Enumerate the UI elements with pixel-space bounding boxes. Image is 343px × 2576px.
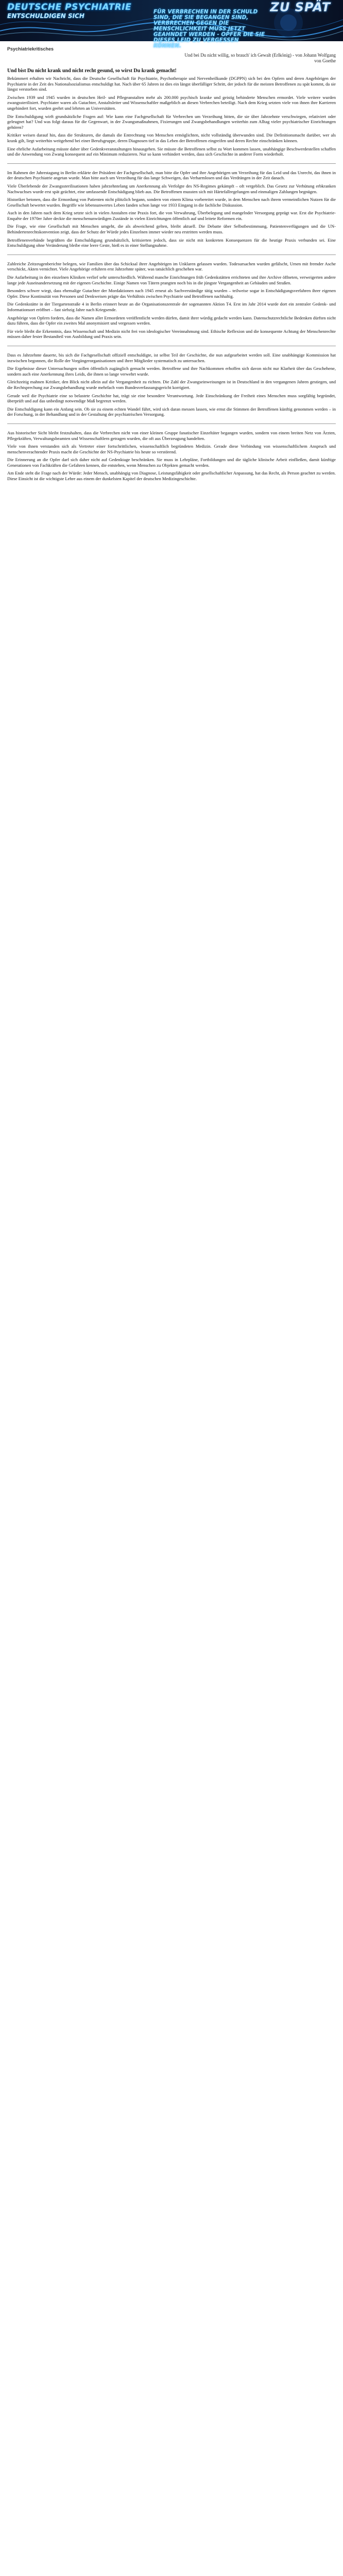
article-section [7,76,336,157]
paragraph: Die Frage, wie eine Gesellschaft mit Menschen umgeht, die als abweichend gelten, bleibt aktuell. Die Debatte über Selbstbestimmung, Patientenverfügungen und die UN-Behindertenrechtskonvention zeigt, dass der Schutz der Würde jedes Einzelnen immer wieder neu erstritten werden muss. [7,224,336,235]
paragraph: Zahlreiche Zeitzeugenberichte belegen, wie Familien über das Schicksal ihrer Angehörigen im Unklaren gelassen wurden. Todesursachen wurden gefälscht, Urnen mit fremder Asche verschickt, Akten vernichtet. Viele Angehörige erfuhren erst Jahrzehnte später, was tatsächlich geschehen war. [7,261,336,272]
paragraph: Im Rahmen der Jahrestagung in Berlin erklärte der Präsident der Fachgesellschaft, man bitte die Opfer und ihre Angehörigen um Verzeihung für das Leid und das Unrecht, das ihnen in der deutschen Psychiatrie angetan wurde. Man bitte auch um Verzeihung für das lange Schweigen, das Verharmlosen und das Verdrängen in der Zeit danach. [7,170,336,181]
paragraph: Zwischen 1939 und 1945 wurden in deutschen Heil- und Pflegeanstalten mehr als 200.000 psychisch kranke und geistig behinderte Menschen ermordet. Viele weitere wurden zwangssterilisiert. Psychiater waren als Gutachter, Anstaltsleiter und Wissenschaftler maßgeblich an diesen Verbrechen beteiligt. Nach dem Krieg setzten viele von ihnen ihre Karrieren ungehindert fort, wurden geehrt und lehrten an Universitäten. [7,94,336,111]
paragraph: Am Ende steht die Frage nach der Würde: Jeder Mensch, unabhängig von Diagnose, Leistungsfähigkeit oder gesellschaftlicher Anpassung, hat das Recht, als Person geachtet zu werden. Diese Einsicht ist die wichtigste Lehre aus einem der dunkelsten Kapitel der deutschen Medizingeschichte. [7,470,336,482]
paragraph: Kritiker weisen darauf hin, dass die Strukturen, die damals die Entrechtung von Menschen ermöglichten, nicht vollständig überwunden sind. Die Definitionsmacht darüber, wer als krank gilt, liegt weiterhin weitgehend bei einer Berufsgruppe, deren Diagnosen tief in das Leben der Betroffenen eingreifen und deren Rechte einschränken können. [7,132,336,143]
paragraph: Die Entschuldigung kann ein Anfang sein. Ob sie zu einem echten Wandel führt, wird sich daran messen lassen, wie ernst die Stimmen der Betroffenen künftig genommen werden – in der Forschung, in der Behandlung und in der Gestaltung der psychiatrischen Versorgung. [7,406,336,417]
paragraph: Die Gedenkstätte in der Tiergartenstraße 4 in Berlin erinnert heute an die Organisationszentrale der sogenannten Aktion T4. Erst im Jahr 2014 wurde dort ein zentraler Gedenk- und Informationsort eröffnet – fast siebzig Jahre nach Kriegsende. [7,301,336,312]
paragraph: Die Aufarbeitung in den einzelnen Kliniken verlief sehr unterschiedlich. Während manche Einrichtungen früh Gedenkstätten errichteten und ihre Archive öffneten, verweigerten andere lange jede Auseinandersetzung mit der eigenen Geschichte. Einige Namen von Tätern prangten noch bis in die jüngste Vergangenheit an Gebäuden und Straßen. [7,275,336,285]
article-section [7,352,336,417]
paragraph: Die Ergebnisse dieser Untersuchungen sollen öffentlich zugänglich gemacht werden. Betroffene und ihre Nachkommen erhoffen sich davon nicht nur Klarheit über das Geschehene, sondern auch eine Anerkennung ihres Leids, die ihnen so lange verwehrt wurde. [7,366,336,377]
paragraph: Betroffenenverbände begrüßten die Entschuldigung grundsätzlich, kritisierten jedoch, dass sie nicht mit konkreten Konsequenzen für die heutige Praxis verbunden sei. Eine Entschuldigung ohne Veränderung bleibe eine leere Geste, hieß es in einer Stellungnahme. [7,237,336,248]
paragraph: Angehörige von Opfern fordern, dass die Namen aller Ermordeten veröffentlicht werden dürfen, damit ihrer würdig gedacht werden kann. Datenschutzrechtliche Bedenken dürften nicht dazu führen, dass die Opfer ein zweites Mal anonymisiert und vergessen werden. [7,315,336,326]
paragraph: Auch in den Jahren nach dem Krieg setzte sich in vielen Anstalten eine Praxis fort, die von Verwahrung, Überbelegung und mangelnder Versorgung geprägt war. Erst die Psychiatrie-Enquête der 1970er Jahre deckte die menschenunwürdigen Zustände in vielen Einrichtungen öffentlich auf und leitete Reformen ein. [7,210,336,221]
paragraph: Viele von ihnen verstanden sich als Vertreter einer fortschrittlichen, wissenschaftlich begründeten Medizin. Gerade diese Verbindung von wissenschaftlichem Anspruch und menschenverachtender Praxis macht die Geschichte der NS-Psychiatrie bis heute so verstörend. [7,444,336,454]
paragraph: Bekümmert erhalten wir Nachricht, dass die Deutsche Gesellschaft für Psychiatrie, Psychotherapie und Nervenheilkunde (DGPPN) sich bei den Opfern und deren Angehörigen der Psychiatrie in der Zeit des Nationalsozialismus entschuldigt hat. Nach über 65 Jahren ist dies ein längst überfälliger Schritt, der jedoch für die meisten Betroffenen zu spät kommt, da sie längst verstorben sind. [7,76,336,92]
paragraph: Dass es Jahrzehnte dauerte, bis sich die Fachgesellschaft offiziell entschuldigte, ist selbst Teil der Geschichte, die nun aufgearbeitet werden soll. Eine unabhängige Kommission hat inzwischen begonnen, die Rolle der Vorgängerorganisationen und ihrer Mitglieder systematisch zu untersuchen. [7,352,336,363]
section-divider [7,163,336,164]
article-section [7,430,336,482]
paragraph: Aus historischer Sicht bleibt festzuhalten, dass die Verbrechen nicht von einer kleinen Gruppe fanatischer Einzeltäter begangen wurden, sondern von einem breiten Netz von Ärzten, Pflegekräften, Verwaltungsbeamten und Wissenschaftlern getragen wurden, die oft aus Überzeugung handelten. [7,430,336,441]
paragraph: Die Entschuldigung wirft grundsätzliche Fragen auf: Wie kann eine Fachgesellschaft für Verbrechen um Verzeihung bitten, die sie über Jahrzehnte verschwiegen, relativiert oder geleugnet hat? Und was folgt daraus für die Gegenwart, in der Zwangsmaßnahmen, Fixierungen und Zwangsbehandlungen weiterhin zum Alltag vieler psychiatrischer Einrichtungen gehören? [7,113,336,130]
article-epigraph: Und bei Du nicht willig, so brauch' ich Gewalt (Erlkönig) - von Johann Wolfgang von Goethe [184,53,336,63]
article-headline: Und bist Du nicht krank und nicht recht gesund, so wirst Du krank gemacht! [7,68,177,74]
article-content [7,46,336,484]
banner-subtitle-left: ENTSCHULDIGEN SICH [7,12,84,20]
paragraph: Die Erinnerung an die Opfer darf sich daher nicht auf Gedenktage beschränken. Sie muss in Lehrpläne, Fortbildungen und die tägliche klinische Arbeit einfließen, damit künftige Generationen von Fachkräften die Gefahren kennen, die entstehen, wenn Menschen zu Objekten gemacht werden. [7,457,336,468]
article-category-tag: Psychiatriekritisches [7,46,54,52]
paragraph: Gleichzeitig mahnen Kritiker, den Blick nicht allein auf die Vergangenheit zu richten. Die Zahl der Zwangseinweisungen ist in Deutschland in den vergangenen Jahren gestiegen, und die Rechtsprechung zur Zwangsbehandlung wurde mehrfach vom Bundesverfassungsgericht korrigiert. [7,379,336,390]
paragraph: Für viele bleibt die Erkenntnis, dass Wissenschaft und Medizin nicht frei von ideologischer Vereinnahmung sind. Ethische Reflexion und die konsequente Achtung der Menschenrechte müssen daher fester Bestandteil von Ausbildung und Praxis sein. [7,328,336,340]
paragraph: Besonders schwer wiegt, dass ehemalige Gutachter der Mordaktionen nach 1945 erneut als Sachverständige tätig wurden – teilweise sogar in Entschädigungsverfahren ihrer eigenen Opfer. Diese Kontinuität von Personen und Denkweisen prägte das Verhältnis zwischen Psychiatrie und Betroffenen nachhaltig. [7,288,336,299]
article-section [7,261,336,340]
banner-slogan: FÜR VERBRECHEN IN DER SCHULD SIND, DIE SIE BEGANGEN SIND, VERBRECHEN GEGEN DIE MENSCHLICHKEIT MUSS JETZT GEAHNDET WERDEN - OPFER DIE SIE DIESES LEID ZU VERGESSEN KÖNNEN. [153,9,265,49]
article-section [7,170,336,248]
paragraph: Historiker betonen, dass die Ermordung von Patienten nicht plötzlich begann, sondern von einem Klima vorbereitet wurde, in dem Menschen nach ihrem vermeintlichen Nutzen für die Gesellschaft bewertet wurden. Begriffe wie lebensunwertes Leben fanden schon lange vor 1933 Eingang in die fachliche Diskussion. [7,197,336,208]
paragraph: Gerade weil die Psychiatrie eine so belastete Geschichte hat, trägt sie eine besondere Verantwortung. Jede Einschränkung der Freiheit eines Menschen muss sorgfältig begründet, überprüft und auf das unbedingt notwendige Maß begrenzt werden. [7,393,336,404]
banner-title-right: ZU SPÄT [270,0,331,14]
paragraph: Eine ehrliche Aufarbeitung müsste daher über Gedenkveranstaltungen hinausgehen. Sie müsste die Betroffenen selbst zu Wort kommen lassen, unabhängige Beschwerdestellen schaffen und die Anwendung von Zwang konsequent auf ein Minimum reduzieren. Nur so kann verhindert werden, dass sich Geschichte in anderer Form wiederholt. [7,146,336,157]
paragraph: Viele Überlebende der Zwangssterilisationen haben jahrzehntelang um Anerkennung als Verfolgte des NS-Regimes gekämpft – oft vergeblich. Das Gesetz zur Verhütung erbkranken Nachwuchses wurde erst spät geächtet, eine umfassende Entschädigung blieb aus. Die Betroffenen mussten sich mit Härtefallregelungen und einmaligen Zahlungen begnügen. [7,183,336,194]
section-divider [7,423,336,424]
banner-title-left: DEUTSCHE PSYCHIATRIE [7,2,132,12]
